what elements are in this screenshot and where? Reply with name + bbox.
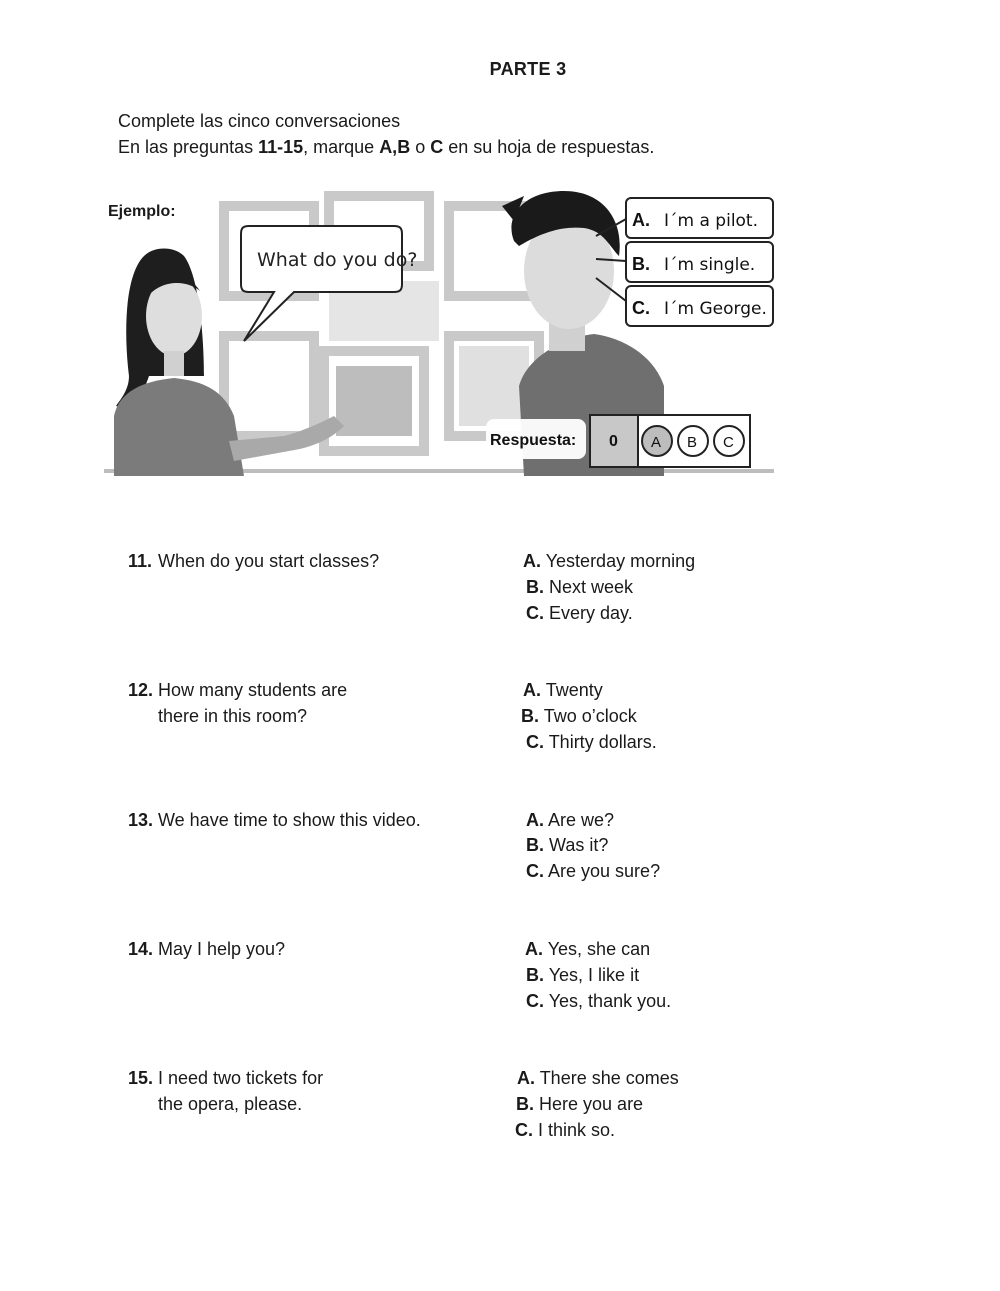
question-text: We have time to show this video. bbox=[158, 810, 421, 830]
example-label: Ejemplo: bbox=[108, 203, 176, 220]
question-12-option-a[interactable]: A. Twenty bbox=[523, 680, 603, 700]
example-option-a-text: I´m a pilot. bbox=[664, 211, 759, 231]
example-option-b-letter: B. bbox=[632, 254, 650, 274]
question-text: When do you start classes? bbox=[158, 551, 380, 571]
example-option-c-text: I´m George. bbox=[664, 299, 767, 319]
answer-label: Respuesta: bbox=[490, 432, 577, 449]
question-13 bbox=[128, 807, 421, 833]
question-14-option-b[interactable]: B. Yes, I like it bbox=[526, 965, 640, 985]
question-11-option-c[interactable]: C. Every day. bbox=[526, 603, 633, 623]
example-option-b bbox=[626, 242, 773, 282]
example-option-a-letter: A. bbox=[632, 210, 650, 230]
question-13-option-c[interactable]: C. Are you sure? bbox=[526, 861, 661, 881]
question-11 bbox=[128, 548, 379, 574]
question-15-option-a[interactable]: A. There she comes bbox=[517, 1068, 679, 1088]
answer-circle-c-letter: C bbox=[723, 434, 734, 451]
question-12 bbox=[128, 677, 347, 729]
question-11-option-a[interactable]: A. Yesterday morning bbox=[523, 551, 696, 571]
question-text-line-2: there in this room? bbox=[158, 706, 308, 726]
example-option-b-text: I´m single. bbox=[664, 255, 756, 275]
question-number: 11. bbox=[128, 551, 153, 571]
example-option-c-letter: C. bbox=[632, 298, 650, 318]
question-13-option-b[interactable]: B. Was it? bbox=[526, 835, 609, 855]
answer-number: 0 bbox=[609, 433, 618, 450]
answer-circle-a-letter: A bbox=[651, 434, 662, 451]
question-12-option-c[interactable]: C. Thirty dollars. bbox=[526, 732, 657, 752]
question-text: May I help you? bbox=[158, 939, 286, 959]
question-13-option-a[interactable]: A. Are we? bbox=[526, 810, 615, 830]
speech-text: What do you do? bbox=[257, 249, 418, 271]
page-title: PARTE 3 bbox=[489, 59, 567, 79]
instruction-line-1: Complete las cinco conversaciones bbox=[118, 111, 401, 131]
question-text-line-1: How many students are bbox=[158, 680, 348, 700]
example-option-a bbox=[626, 198, 773, 238]
question-number: 14. bbox=[128, 939, 154, 959]
example-illustration bbox=[104, 186, 776, 476]
question-15-option-b[interactable]: B. Here you are bbox=[516, 1094, 644, 1114]
question-14-option-c[interactable]: C. Yes, thank you. bbox=[526, 991, 672, 1011]
question-15-option-c[interactable]: C. I think so. bbox=[515, 1120, 616, 1140]
question-text-line-1: I need two tickets for bbox=[158, 1068, 324, 1088]
instruction-line-2: En las preguntas 11-15, marque A,B o C en su hoja de respuestas. bbox=[118, 137, 655, 157]
answer-circle-b-letter: B bbox=[687, 434, 698, 451]
question-14-option-a[interactable]: A. Yes, she can bbox=[525, 939, 651, 959]
question-12-option-b[interactable]: B. Two o’clock bbox=[521, 706, 637, 726]
question-14 bbox=[128, 936, 285, 962]
question-11-option-b[interactable]: B. Next week bbox=[526, 577, 634, 597]
example-option-c bbox=[626, 286, 773, 326]
question-number: 12. bbox=[128, 680, 154, 700]
question-number: 15. bbox=[128, 1068, 154, 1088]
question-text-line-2: the opera, please. bbox=[158, 1094, 303, 1114]
question-15 bbox=[128, 1065, 323, 1117]
question-number: 13. bbox=[128, 810, 154, 830]
